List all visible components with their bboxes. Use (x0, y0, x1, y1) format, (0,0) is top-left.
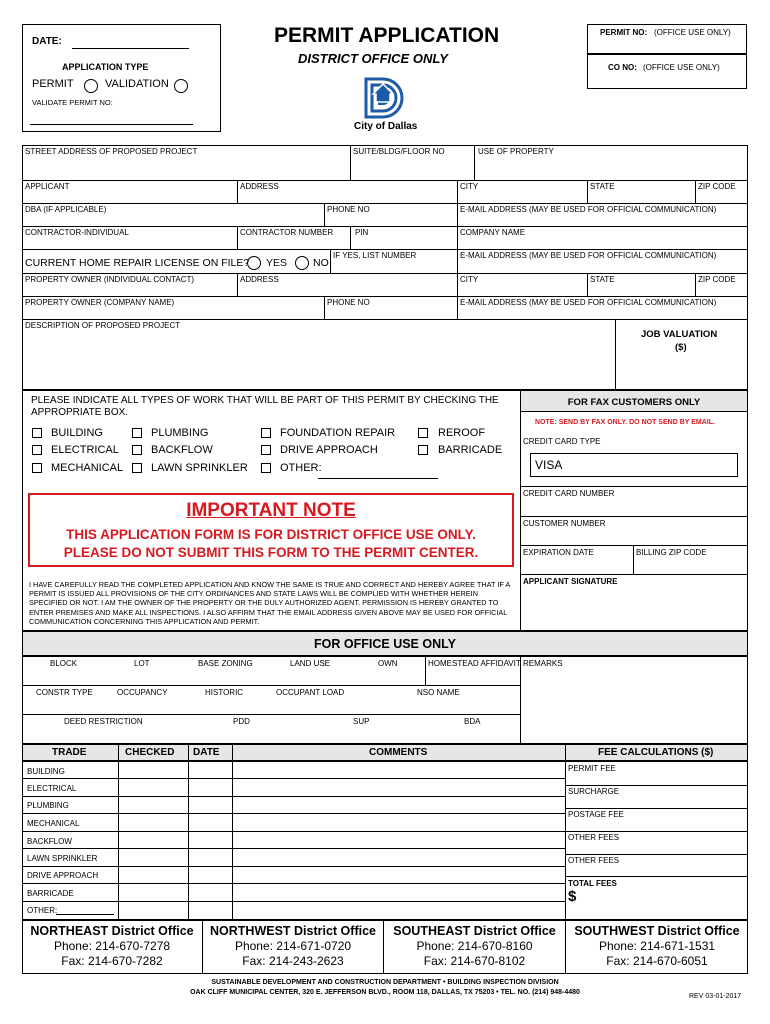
occupancy-label[interactable]: OCCUPANCY (117, 688, 168, 697)
trade-row-mechanical: MECHANICAL (27, 819, 80, 828)
trade-line (232, 744, 233, 920)
fax-note: NOTE: SEND BY FAX ONLY. DO NOT SEND BY EMAIL. (535, 419, 715, 426)
permit-no-note: (OFFICE USE ONLY) (654, 28, 731, 37)
sup-label[interactable]: SUP (353, 717, 370, 726)
trade-row-line (22, 778, 565, 779)
fee-line (565, 808, 748, 809)
trade-row-line (22, 883, 565, 884)
trade-row-barricade: BARRICADE (27, 889, 74, 898)
trade-row-line (22, 848, 565, 849)
office-line (520, 656, 521, 744)
trade-row-lawn-sprinkler: LAWN SPRINKLER (27, 854, 98, 863)
own-label[interactable]: OWN (378, 659, 398, 668)
grid-line (350, 226, 351, 249)
southwest-office (566, 924, 748, 969)
office-line (22, 685, 520, 686)
foundation-repair-label: FOUNDATION REPAIR (280, 427, 396, 439)
plumbing-label: PLUMBING (151, 427, 209, 439)
other-work-checkbox[interactable] (261, 463, 271, 473)
grid-line (457, 226, 458, 249)
owner-state-label[interactable]: STATE (590, 275, 615, 284)
constr-type-label[interactable]: CONSTR TYPE (36, 688, 93, 697)
backflow-checkbox[interactable] (132, 445, 142, 455)
lawn-sprinkler-label: LAWN SPRINKLER (151, 462, 248, 474)
base-zoning-label[interactable]: BASE ZONING (198, 659, 253, 668)
lawn-sprinkler-checkbox[interactable] (132, 463, 142, 473)
northwest-office-phone: Phone: 214-671-0720 (234, 939, 352, 953)
grid-line (457, 180, 458, 203)
plumbing-checkbox[interactable] (132, 428, 142, 438)
permit-option-label: PERMIT (32, 78, 74, 90)
revision-label: REV 03-01-2017 (689, 993, 742, 1000)
trade-line (565, 744, 566, 920)
office-use-grid (22, 656, 748, 744)
grid-line (237, 226, 238, 249)
historic-label[interactable]: HISTORIC (205, 688, 244, 697)
fax-line (520, 411, 748, 412)
grid-line (22, 273, 748, 274)
grid-line (237, 180, 238, 203)
grid-line (350, 145, 351, 180)
fax-line (520, 516, 748, 517)
fax-line (633, 545, 634, 574)
trade-line (118, 744, 119, 920)
postage-fee-label[interactable]: POSTAGE FEE (568, 810, 624, 819)
northwest-office (203, 924, 383, 969)
page-title: PERMIT APPLICATION (274, 24, 500, 47)
permit-radio[interactable] (84, 79, 98, 93)
trade-row-line (22, 831, 565, 832)
validation-option-label: VALIDATION (105, 78, 169, 90)
trade-line (188, 744, 189, 920)
fee-calculations-header: FEE CALCULATIONS ($) (598, 747, 714, 758)
trade-header: TRADE (52, 747, 87, 758)
job-valuation-dollar: ($) (675, 342, 687, 353)
description-label[interactable]: DESCRIPTION OF PROPOSED PROJECT (25, 321, 181, 330)
lot-label[interactable]: LOT (134, 659, 150, 668)
grid-line (457, 203, 458, 226)
homestead-label[interactable]: HOMESTEAD AFFIDAVIT (428, 659, 521, 668)
license-question: CURRENT HOME REPAIR LICENSE ON FILE? (25, 257, 250, 269)
drive-approach-checkbox[interactable] (261, 445, 271, 455)
electrical-label: ELECTRICAL (51, 444, 119, 456)
pdd-label[interactable]: PDD (233, 717, 250, 726)
northwest-office-fax: Fax: 214-243-2623 (242, 954, 344, 968)
land-use-label[interactable]: LAND USE (290, 659, 331, 668)
office-use-title: FOR OFFICE USE ONLY (314, 637, 456, 651)
southeast-office-phone: Phone: 214-670-8160 (416, 939, 533, 953)
grid-line (474, 145, 475, 180)
co-no-note: (OFFICE USE ONLY) (643, 63, 720, 72)
owner-individual-label[interactable]: PROPERTY OWNER (INDIVIDUAL CONTACT) (25, 275, 195, 284)
use-of-property-label[interactable]: USE OF PROPERTY (478, 147, 554, 156)
other-work-label: OTHER: (280, 462, 322, 474)
fee-line (565, 876, 748, 877)
other-fees-label-1[interactable]: OTHER FEES (568, 833, 620, 842)
grid-line (324, 203, 325, 226)
pin-label[interactable]: PIN (355, 228, 369, 237)
trade-row-electrical: ELECTRICAL (27, 784, 77, 793)
trade-row-line (22, 866, 565, 867)
validation-radio[interactable] (174, 79, 188, 93)
validate-permit-no-label: VALIDATE PERMIT NO: (32, 98, 113, 107)
southeast-office (384, 924, 565, 969)
surcharge-label[interactable]: SURCHARGE (568, 787, 620, 796)
grid-line (22, 203, 748, 204)
trade-row-line (22, 796, 565, 797)
important-note-line1: THIS APPLICATION FORM IS FOR DISTRICT OFFICE USE ONLY. (66, 527, 476, 542)
southeast-office-name: SOUTHEAST District Office (393, 924, 556, 938)
important-note-line2: PLEASE DO NOT SUBMIT THIS FORM TO THE PERMIT CENTER. (63, 545, 479, 560)
section-divider (520, 390, 521, 631)
if-yes-number-label[interactable]: IF YES, LIST NUMBER (333, 251, 417, 260)
billing-zip-label[interactable]: BILLING ZIP CODE (636, 548, 707, 557)
grid-line (22, 226, 748, 227)
fax-title: FOR FAX CUSTOMERS ONLY (567, 397, 701, 408)
fax-line (520, 545, 748, 546)
important-note-title: IMPORTANT NOTE (186, 500, 356, 521)
permit-no-label: PERMIT NO: (600, 28, 648, 37)
total-fees-label: TOTAL FEES (568, 879, 617, 888)
job-valuation-label[interactable]: JOB VALUATION (641, 329, 718, 340)
office-line (425, 656, 426, 685)
footer-address: OAK CLIFF MUNICIPAL CENTER, 320 E. JEFFERSON BLVD., ROOM 118, DALLAS, TX 75203 • TEL. NO. (214) 948-4480 (190, 989, 580, 996)
owner-zip-label[interactable]: ZIP CODE (698, 275, 736, 284)
block-label[interactable]: BLOCK (50, 659, 78, 668)
northeast-office (22, 924, 202, 969)
trade-row-plumbing: PLUMBING (27, 801, 69, 810)
applicant-state-label[interactable]: STATE (590, 182, 615, 191)
southwest-office-name: SOUTHWEST District Office (574, 924, 740, 938)
deed-restriction-label[interactable]: DEED RESTRICTION (64, 717, 143, 726)
expiration-date-label[interactable]: EXPIRATION DATE (523, 548, 594, 557)
trade-row-other: OTHER: (27, 906, 58, 915)
city-name: City of Dallas (354, 121, 418, 132)
northwest-office-name: NORTHWEST District Office (210, 924, 376, 938)
northeast-office-name: NORTHEAST District Office (30, 924, 194, 938)
owner-phone-label[interactable]: PHONE NO (327, 298, 370, 307)
customer-number-label[interactable]: CUSTOMER NUMBER (523, 519, 606, 528)
license-yes-label: YES (266, 257, 288, 269)
footer-department: SUSTAINABLE DEVELOPMENT AND CONSTRUCTION DEPARTMENT • BUILDING INSPECTION DIVISION (211, 979, 559, 986)
grid-line (587, 180, 588, 203)
checked-header: CHECKED (125, 747, 175, 758)
applicant-address-label[interactable]: ADDRESS (240, 182, 279, 191)
date-label: DATE: (32, 36, 62, 47)
owner-email-label[interactable]: E-MAIL ADDRESS (MAY BE USED FOR OFFICIAL COMMUNICATION) (460, 298, 717, 307)
reroof-label: REROOF (438, 427, 486, 439)
grid-line (457, 249, 458, 273)
nso-name-label[interactable]: NSO NAME (417, 688, 460, 697)
southwest-office-fax: Fax: 214-670-6051 (606, 954, 708, 968)
applicant-signature-label[interactable]: APPLICANT SIGNATURE (523, 577, 618, 586)
application-type-label: APPLICATION TYPE (62, 62, 149, 72)
mechanical-label: MECHANICAL (51, 462, 124, 474)
owner-city-label[interactable]: CITY (460, 275, 479, 284)
remarks-label[interactable]: REMARKS (523, 659, 563, 668)
grid-line (695, 180, 696, 203)
northeast-office-fax: Fax: 214-670-7282 (61, 954, 163, 968)
trade-row-drive-approach: DRIVE APPROACH (27, 871, 99, 880)
co-no-label: CO NO: (608, 63, 637, 72)
dba-phone-label[interactable]: PHONE NO (327, 205, 370, 214)
electrical-checkbox[interactable] (32, 445, 42, 455)
credit-card-type-label: CREDIT CARD TYPE (523, 437, 601, 446)
grid-line (457, 296, 458, 319)
drive-approach-label: DRIVE APPROACH (280, 444, 378, 456)
total-fees-dollar[interactable]: $ (568, 888, 577, 905)
northeast-office-phone: Phone: 214-670-7278 (53, 939, 171, 953)
trade-row-line (22, 901, 565, 902)
trade-other-line[interactable] (56, 914, 114, 915)
grid-line (22, 180, 748, 181)
other-fees-label-2[interactable]: OTHER FEES (568, 856, 620, 865)
building-checkbox[interactable] (32, 428, 42, 438)
grid-line (22, 296, 748, 297)
fee-line (565, 831, 748, 832)
suite-label[interactable]: SUITE/BLDG/FLOOR NO (353, 147, 445, 156)
reroof-checkbox[interactable] (418, 428, 428, 438)
credit-card-number-label[interactable]: CREDIT CARD NUMBER (523, 489, 615, 498)
fax-line (520, 574, 748, 575)
grid-line (587, 273, 588, 296)
mechanical-checkbox[interactable] (32, 463, 42, 473)
building-label: BUILDING (51, 427, 103, 439)
validate-permit-line[interactable] (30, 124, 193, 125)
fee-line (565, 785, 748, 786)
dallas-logo-icon (363, 76, 407, 120)
contractor-number-label[interactable]: CONTRACTOR NUMBER (240, 228, 334, 237)
license-yes-radio[interactable] (247, 256, 261, 270)
office-line (22, 714, 520, 715)
barricade-label: BARRICADE (438, 444, 503, 456)
occupant-load-label[interactable]: OCCUPANT LOAD (276, 688, 345, 697)
grid-line (615, 319, 616, 390)
company-name-label[interactable]: COMPANY NAME (460, 228, 526, 237)
barricade-checkbox[interactable] (418, 445, 428, 455)
fee-line (565, 854, 748, 855)
license-no-radio[interactable] (295, 256, 309, 270)
affirmation-text: I HAVE CAREFULLY READ THE COMPLETED APPLICATION AND KNOW THE SAME IS TRUE AND CORRECT AND HEREBY AGREE THAT IF A PERMIT IS ISSUED ALL PROVISIONS OF THE CITY ORDINANCES AND STATE LAWS WILL BE COMPLIED WITH WHETHER HEREIN SPECIFIED OR NOT. I AM THE OWNER OF THE PROPERTY OR THE DULY AUTHORIZED AGENT. PERMISSION IS HEREBY GRANTED TO ENTER PREMISES AND MAKE ALL INSPECTIONS. I ALSO AFFIRM THAT THE EMAIL ADDRESS GIVEN ABOVE MAY BE USED FOR OFFICIAL COMMUNICATION CONCERNING THIS APPLICATION AND PERMIT. (29, 580, 510, 626)
fax-line (520, 486, 748, 487)
trade-row-building: BUILDING (27, 767, 65, 776)
dba-email-label[interactable]: E-MAIL ADDRESS (MAY BE USED FOR OFFICIAL COMMUNICATION) (460, 205, 717, 214)
date-header: DATE (193, 747, 220, 758)
grid-line (330, 249, 331, 273)
city-logo (363, 76, 407, 120)
work-instruction: PLEASE INDICATE ALL TYPES OF WORK THAT WILL BE PART OF THIS PERMIT BY CHECKING THE APPROPRIATE BOX. (31, 395, 499, 418)
backflow-label: BACKFLOW (151, 444, 213, 456)
trade-row-line (22, 813, 565, 814)
dba-label[interactable]: DBA (IF APPLICABLE) (25, 205, 107, 214)
contractor-label[interactable]: CONTRACTOR-INDIVIDUAL (25, 228, 129, 237)
southeast-office-fax: Fax: 214-670-8102 (423, 954, 526, 968)
bda-label[interactable]: BDA (464, 717, 481, 726)
grid-line (22, 319, 748, 320)
grid-line (22, 249, 748, 250)
owner-company-label[interactable]: PROPERTY OWNER (COMPANY NAME) (25, 298, 175, 307)
date-line[interactable] (72, 48, 189, 49)
owner-address-label[interactable]: ADDRESS (240, 275, 279, 284)
permit-fee-label[interactable]: PERMIT FEE (568, 764, 616, 773)
applicant-label[interactable]: APPLICANT (25, 182, 70, 191)
credit-card-type-value: VISA (535, 458, 563, 472)
license-no-label: NO (313, 257, 329, 269)
license-email-label[interactable]: E-MAIL ADDRESS (MAY BE USED FOR OFFICIAL COMMUNICATION) (460, 251, 717, 260)
southwest-office-phone: Phone: 214-671-1531 (598, 939, 716, 953)
grid-line (457, 273, 458, 296)
grid-line (695, 273, 696, 296)
applicant-city-label[interactable]: CITY (460, 182, 479, 191)
foundation-repair-checkbox[interactable] (261, 428, 271, 438)
other-work-line[interactable] (318, 478, 438, 479)
comments-header: COMMENTS (369, 747, 428, 758)
grid-line (324, 296, 325, 319)
page-subtitle: DISTRICT OFFICE ONLY (298, 51, 448, 66)
applicant-zip-label[interactable]: ZIP CODE (698, 182, 736, 191)
street-address-label[interactable]: STREET ADDRESS OF PROPOSED PROJECT (25, 147, 198, 156)
trade-row-backflow: BACKFLOW (27, 837, 72, 846)
grid-line (237, 273, 238, 296)
